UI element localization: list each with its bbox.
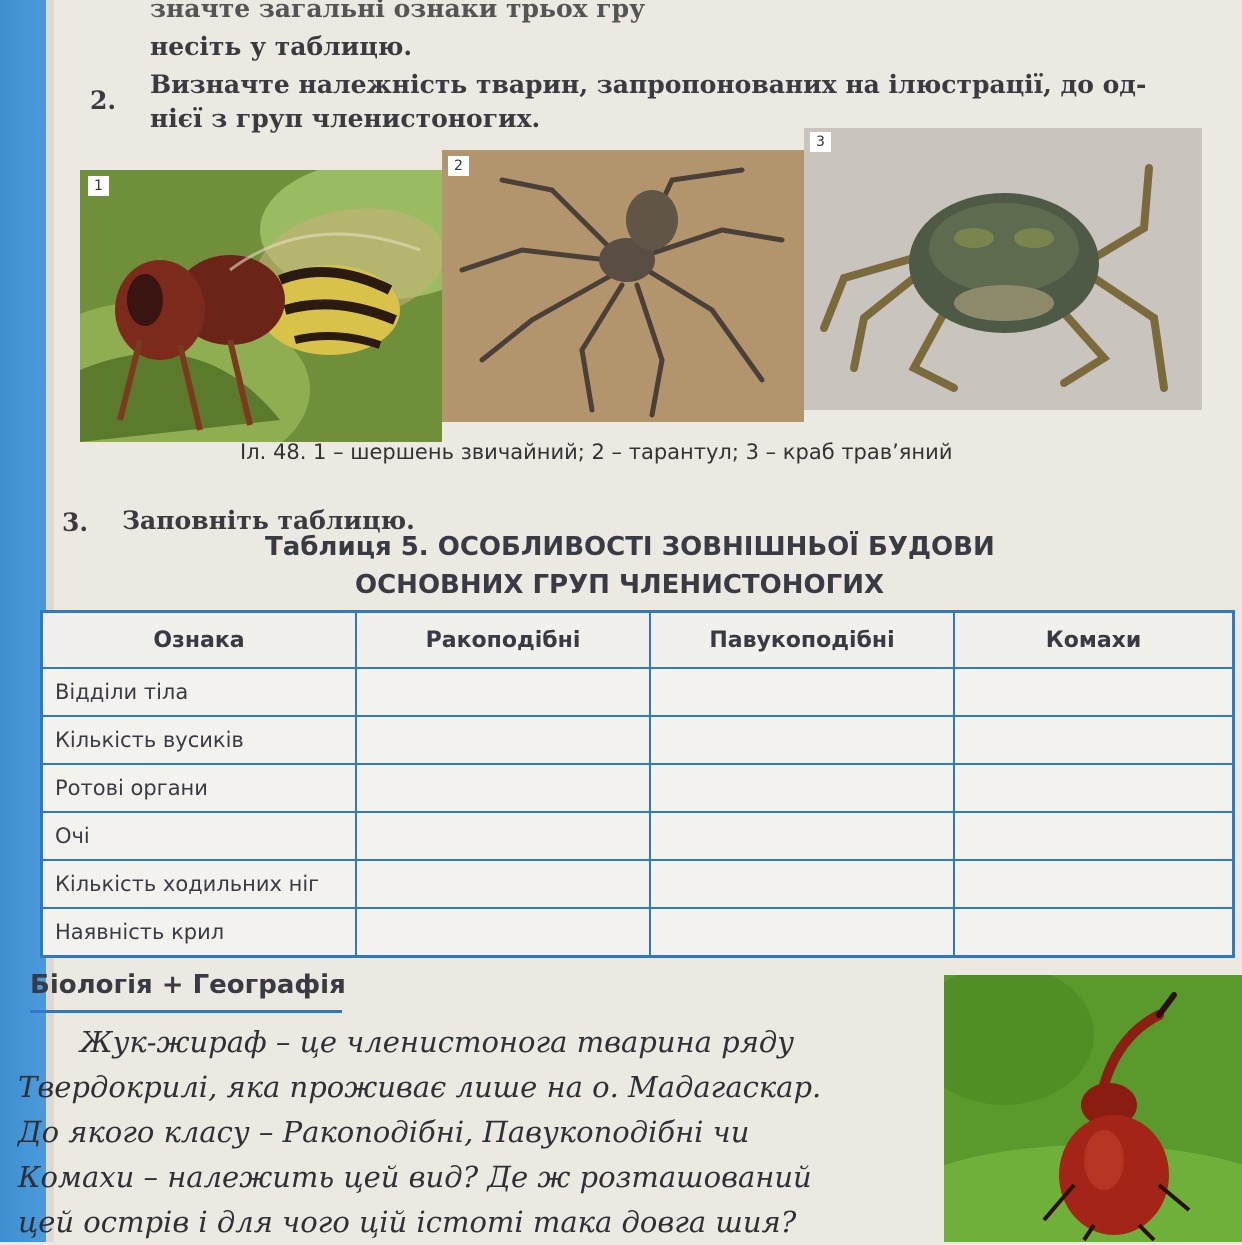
header-insects: Комахи: [954, 612, 1234, 669]
section-paragraph: [18, 1020, 918, 1245]
table-header-row: [42, 612, 1234, 669]
section-underline: [30, 1010, 342, 1013]
cell-empty[interactable]: [356, 860, 650, 908]
cell-empty[interactable]: [954, 668, 1234, 716]
cell-empty[interactable]: [650, 668, 954, 716]
cell-empty[interactable]: [356, 716, 650, 764]
cell-empty[interactable]: [954, 716, 1234, 764]
cell-empty[interactable]: [954, 860, 1234, 908]
giraffe-weevil-photo: [944, 975, 1242, 1242]
cell-empty[interactable]: [954, 908, 1234, 957]
table-row: [42, 668, 1234, 716]
cell-empty[interactable]: [650, 860, 954, 908]
table-title-line1: Таблиця 5. ОСОБЛИВОСТІ ЗОВНІШНЬОЇ БУДОВИ: [265, 532, 995, 562]
paragraph-line: До якого класу – Ракоподібні, Павукоподібні чи: [18, 1115, 750, 1149]
row-label-walking-legs: Кількість ходильних ніг: [42, 860, 357, 908]
table-row: [42, 716, 1234, 764]
task2-line1: Визначте належність тварин, запропонованих на ілюстрації, до од-: [150, 70, 1147, 99]
cell-empty[interactable]: [356, 668, 650, 716]
task1-line: значте загальні ознаки трьох гру: [150, 0, 646, 23]
table-title-line2: ОСНОВНИХ ГРУП ЧЛЕНИСТОНОГИХ: [355, 570, 885, 600]
figure-caption: Іл. 48. 1 – шершень звичайний; 2 – тарантул; 3 – краб трав’яний: [240, 440, 953, 464]
row-label-eyes: Очі: [42, 812, 357, 860]
arthropod-features-table: [40, 610, 1235, 958]
task2-number: 2.: [90, 86, 117, 115]
row-label-body-sections: Відділи тіла: [42, 668, 357, 716]
header-feature: Ознака: [42, 612, 357, 669]
cell-empty[interactable]: [356, 764, 650, 812]
cell-empty[interactable]: [650, 716, 954, 764]
table-row: [42, 764, 1234, 812]
paragraph-line: цей острів і для чого цій істоті така довга шия?: [18, 1205, 797, 1239]
header-arachnids: Павукоподібні: [650, 612, 954, 669]
task1-line2: несіть у таблицю.: [150, 32, 413, 61]
task3-text: Заповніть таблицю.: [122, 506, 415, 535]
cell-empty[interactable]: [650, 764, 954, 812]
tarantula-photo: [442, 150, 804, 422]
table-row: [42, 908, 1234, 957]
photo-number-1: 1: [88, 176, 109, 196]
photo-number-3: 3: [810, 132, 831, 152]
paragraph-line: Комахи – належить цей вид? Де ж розташований: [18, 1160, 812, 1194]
table-row: [42, 860, 1234, 908]
task3-number: 3.: [62, 508, 89, 537]
photo-number-2: 2: [448, 156, 469, 176]
cell-empty[interactable]: [650, 812, 954, 860]
row-label-antennae-count: Кількість вусиків: [42, 716, 357, 764]
hornet-photo: [80, 170, 442, 442]
cell-empty[interactable]: [356, 908, 650, 957]
paragraph-line: Жук-жираф – це членистонога тварина ряду: [80, 1025, 795, 1059]
paragraph-line: Твердокрилі, яка проживає лише на о. Мадагаскар.: [18, 1070, 822, 1104]
crab-photo: [804, 128, 1202, 410]
cell-empty[interactable]: [954, 812, 1234, 860]
table-row: [42, 812, 1234, 860]
cell-empty[interactable]: [356, 812, 650, 860]
cell-empty[interactable]: [954, 764, 1234, 812]
section-heading: Біологія + Географія: [30, 970, 346, 1000]
cell-empty[interactable]: [650, 908, 954, 957]
task2-line2: нієї з груп членистоногих.: [150, 104, 541, 133]
row-label-wings: Наявність крил: [42, 908, 357, 957]
header-crustaceans: Ракоподібні: [356, 612, 650, 669]
row-label-mouthparts: Ротові органи: [42, 764, 357, 812]
